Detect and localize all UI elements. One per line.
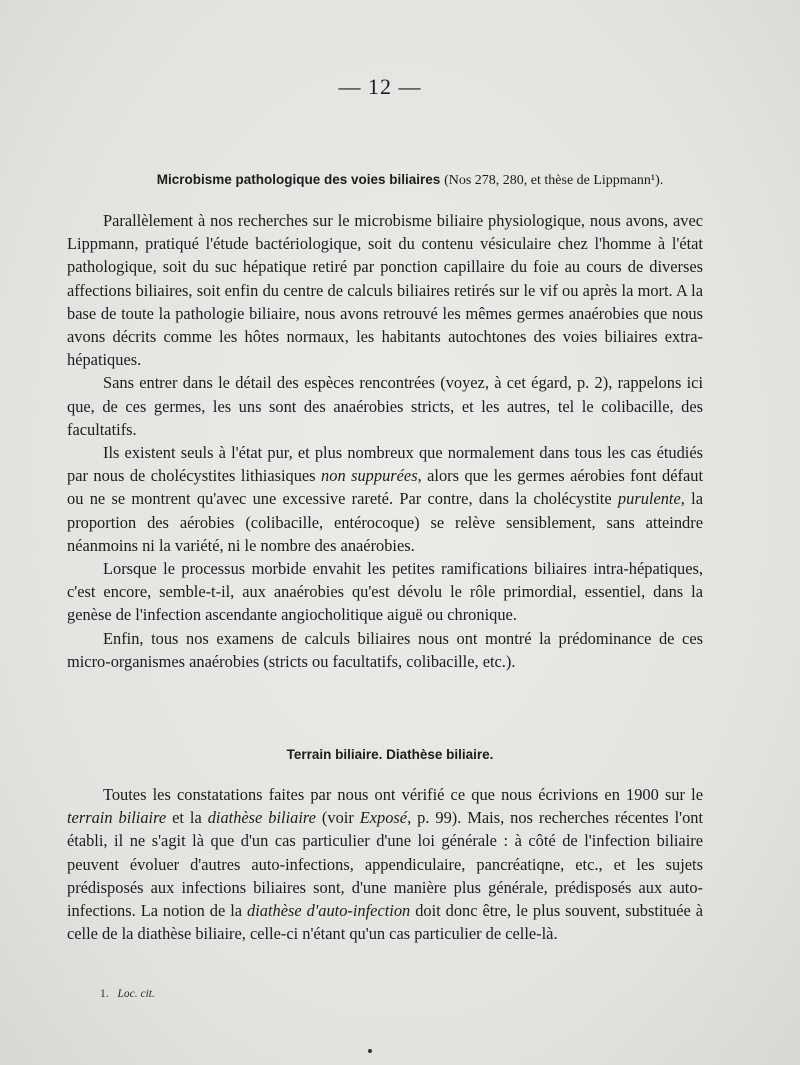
section-reference: (Nos 278, 280, et thèse de Lippmann¹).: [444, 173, 664, 188]
paragraph-text: Parallèlement à nos recherches sur le microbisme biliaire physiologique, nous avons, avec Lippmann, pratiqué l'étude bactériologique, soit du contenu vésiculaire chez l'homme à l'état pathologique, soit du suc hépatique retiré par ponction capillaire du foie au cours de diverses affections biliaires, soit enfin du centre de calculs biliaires retirés sur le vif ou après la mort. A la base de toute la pathologie biliaire, nous avons retrouvé les mêmes germes anaérobies que nous avons décrits comme les hôtes normaux, les habitants autochtones des voies biliaires extra-hépatiques.: [67, 211, 703, 370]
paragraph-text: Sans entrer dans le détail des espèces rencontrées (voyez, à cet égard, p. 2), rappelons ici que, de ces germes, les uns sont des anaérobies stricts, et les autres, tel le colibacille, des facultatifs.: [67, 373, 703, 439]
section-title: Microbisme pathologique des voies biliaires: [156, 172, 441, 187]
paragraph-text: et la: [166, 808, 208, 828]
page-number: — 12 —: [338, 74, 422, 99]
footnote-text: Loc. cit.: [117, 988, 155, 1000]
emphasis-text: diathèse d'auto-infection: [247, 901, 411, 921]
paragraph-text: Toutes les constatations faites par nous ont vérifié ce que nous écrivions en 1900 sur le: [103, 785, 703, 804]
emphasis-text: Exposé: [359, 808, 408, 828]
paragraph: [67, 371, 703, 441]
section-heading-terrain: Terrain biliaire. Diathèse biliaire.: [286, 747, 494, 762]
paragraph-text: , p. 99). Mais, nos recherches récentes l'ont établi, il ne s'agit là que d'un cas particulier d'une loi générale : à côté de l'infection biliaire peuvent évoluer d'autres auto-infections, appendiculaire, pancréatiqne, etc., et les sujets prédisposés aux infections biliaires sont, d'une manière plus générale, prédisposés aux auto-infections. La notion de la: [67, 808, 704, 921]
paragraph-text: Lorsque le processus morbide envahit les petites ramifications biliaires intra-hépatiques, c'est encore, semble-t-il, aux anaérobies qu'est dévolu le rôle primordial, essentiel, dans la genèse de l'infection ascendante angiocholitique aiguë ou chronique.: [67, 559, 703, 625]
footnote: [100, 988, 155, 1000]
paragraph: [67, 441, 703, 557]
section-heading-microbisme: [30, 172, 790, 189]
section-body-microbisme: [67, 209, 703, 673]
paragraph: [67, 557, 703, 627]
emphasis-text: purulente: [617, 489, 681, 509]
paragraph-text: Ils existent seuls à l'état pur, et plus nombreux que normalement dans tous les cas étudiés par nous de cholécystites lithiasiques: [67, 443, 703, 486]
paragraph: [67, 209, 703, 371]
emphasis-text: diathèse biliaire: [207, 808, 316, 828]
emphasis-text: terrain biliaire: [67, 808, 167, 828]
paragraph-text: , la proportion des aérobies (colibacille, entérocoque) se relève sensiblement, sans atteindre néanmoins ni la variété, ni le nombre des anaérobies.: [67, 489, 703, 555]
paragraph: [67, 627, 703, 673]
section-body-terrain: [67, 783, 703, 945]
emphasis-text: non suppurées: [321, 466, 418, 486]
paragraph-text: , alors que les germes aérobies font défaut ou ne se montrent qu'avec une excessive rareté. Par contre, dans la cholécystite: [67, 466, 703, 509]
paragraph-text: doit donc être, le plus souvent, substituée à celle de la diathèse biliaire, celle-ci n'étant qu'un cas particulier de celle-là.: [67, 901, 703, 944]
paragraph: [67, 783, 703, 945]
paragraph-text: (voir: [315, 808, 360, 828]
page-mark: [368, 1049, 372, 1053]
footnote-number: 1.: [100, 988, 109, 1000]
paragraph-text: Enfin, tous nos examens de calculs biliaires nous ont montré la prédominance de ces micro-organismes anaérobies (stricts ou facultatifs, colibacille, etc.).: [67, 628, 703, 671]
